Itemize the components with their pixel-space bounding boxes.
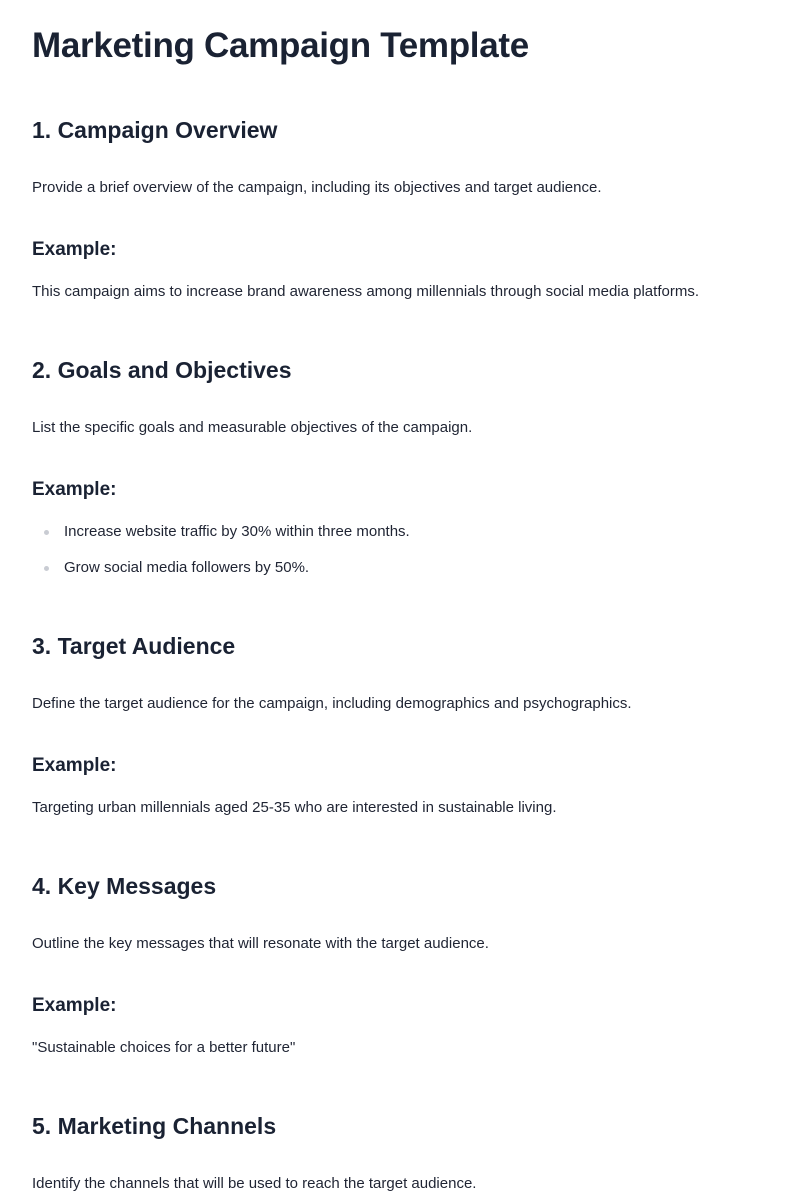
- section-description: Provide a brief overview of the campaign, including its objectives and target audience.: [32, 179, 602, 196]
- example-list: [32, 522, 768, 578]
- section-description: Outline the key messages that will resonate with the target audience.: [32, 935, 489, 952]
- list-item: Grow social media followers by 50%.: [32, 558, 768, 578]
- example-text: Targeting urban millennials aged 25-35 who are interested in sustainable living.: [32, 799, 557, 816]
- section-heading: 2. Goals and Objectives: [32, 357, 292, 383]
- section-heading: 5. Marketing Channels: [32, 1113, 277, 1139]
- section-campaign-overview: [32, 116, 768, 302]
- example-label: Example:: [32, 755, 117, 776]
- section-heading: 1. Campaign Overview: [32, 117, 278, 143]
- section-goals-objectives: [32, 356, 768, 578]
- example-text: This campaign aims to increase brand awareness among millennials through social media platforms.: [32, 283, 699, 300]
- list-item: Increase website traffic by 30% within three months.: [32, 522, 768, 542]
- section-description: Define the target audience for the campaign, including demographics and psychographics.: [32, 695, 632, 712]
- section-heading: 3. Target Audience: [32, 633, 236, 659]
- page-title: Marketing Campaign Template: [32, 26, 529, 65]
- example-label: Example:: [32, 995, 117, 1016]
- example-label: Example:: [32, 239, 117, 260]
- section-description: List the specific goals and measurable objectives of the campaign.: [32, 419, 473, 436]
- example-label: Example:: [32, 479, 117, 500]
- section-target-audience: [32, 632, 768, 818]
- section-description: Identify the channels that will be used to reach the target audience.: [32, 1175, 477, 1192]
- example-text: "Sustainable choices for a better future": [32, 1039, 296, 1056]
- section-marketing-channels: [32, 1112, 768, 1194]
- section-heading: 4. Key Messages: [32, 873, 217, 899]
- section-key-messages: [32, 872, 768, 1058]
